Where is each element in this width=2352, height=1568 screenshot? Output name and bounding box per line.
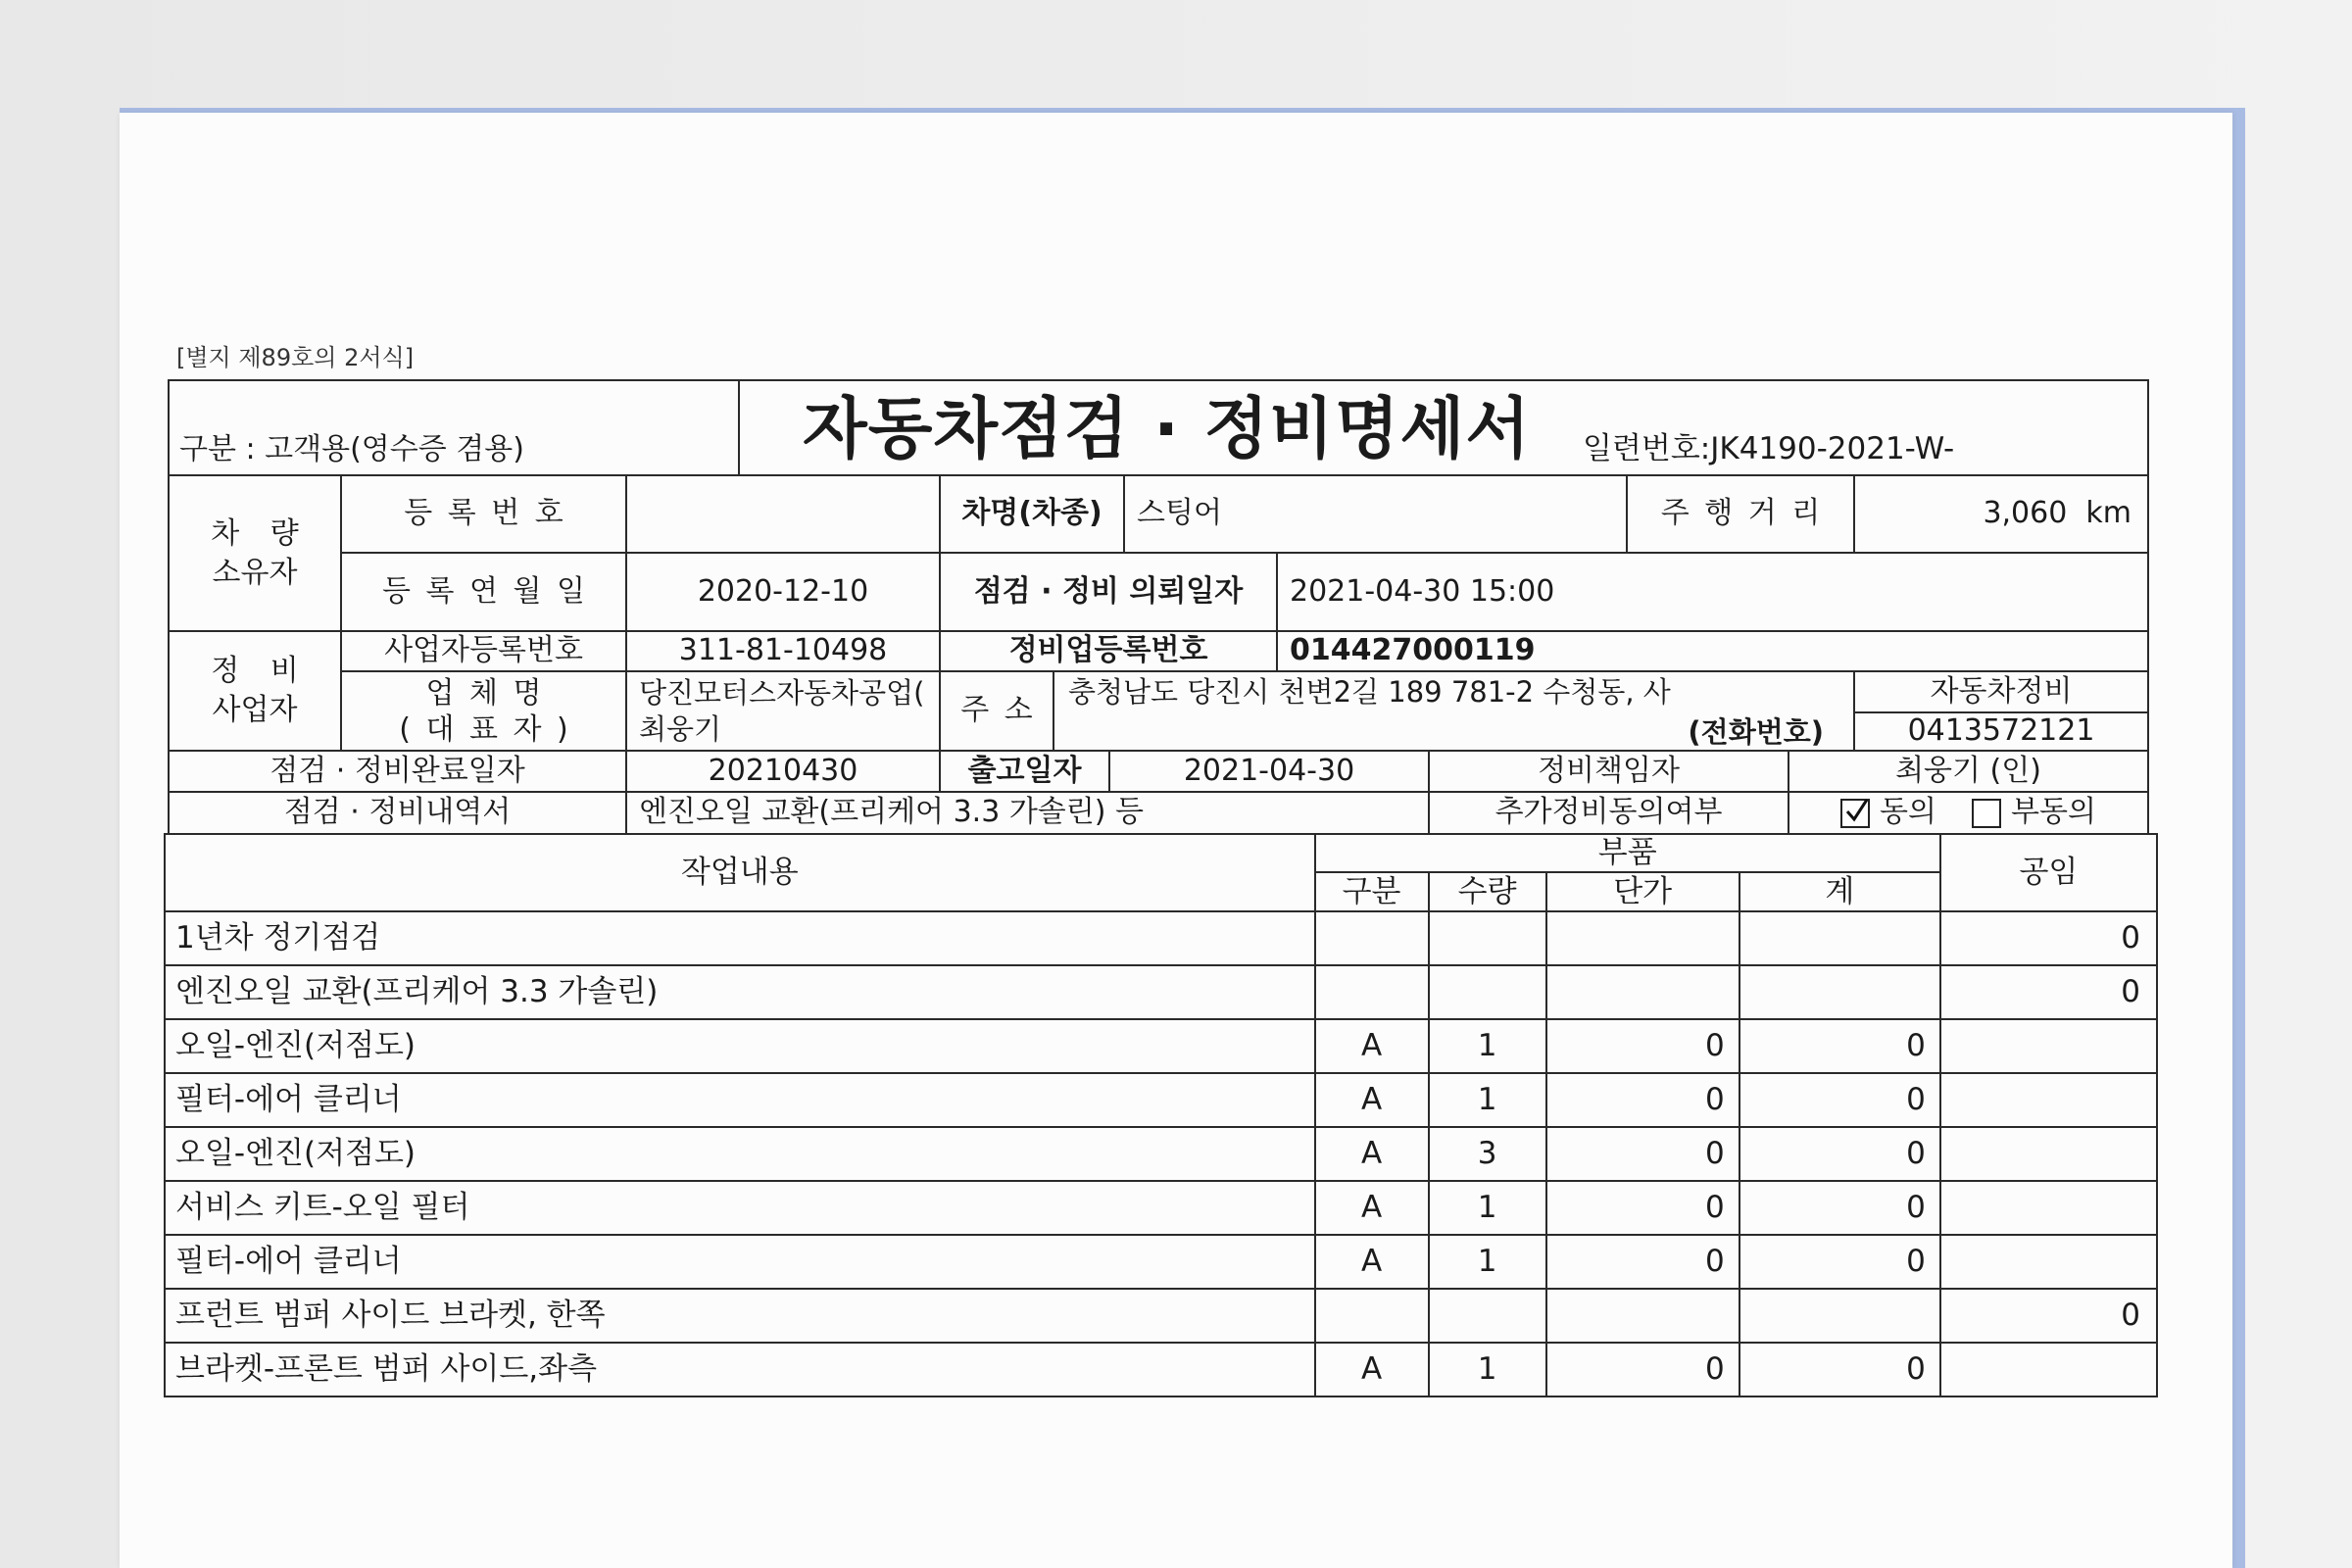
work-item: 1년차 정기점검 [165,911,1315,965]
part-unit-price: 0 [1546,1181,1740,1235]
repair-reg-no-label: 정비업등록번호 [941,632,1276,670]
work-row [165,1073,2157,1127]
part-total: 0 [1740,1181,1940,1235]
part-type: A [1315,1235,1429,1289]
part-total: 0 [1740,1343,1940,1396]
reg-no-value [627,476,939,552]
labor-header: 공임 [1940,834,2157,911]
completion-date-label: 점검 · 정비완료일자 [170,752,625,791]
part-total: 0 [1740,1073,1940,1127]
disagree-label: 부동의 [2011,795,2096,830]
work-item: 서비스 키트-오일 필터 [165,1181,1315,1235]
business-type: 자동차정비 [1855,672,2147,711]
company-label-line2: ( 대 표 자 ) [399,711,568,747]
work-row [165,1019,2157,1073]
part-qty: 1 [1429,1019,1546,1073]
model-label: 차명(차종) [941,476,1123,552]
mileage-value: 3,060 km [1855,476,2147,552]
address-cell [1054,672,1853,750]
form-code: [별지 제89호의 2서식] [176,344,415,371]
agree-label: 동의 [1880,795,1936,830]
work-item: 엔진오일 교환(프리케어 3.3 가솔린) [165,965,1315,1019]
work-row [165,1181,2157,1235]
work-rows [165,911,2157,1396]
details-value: 엔진오일 교환(프리케어 3.3 가솔린) 등 [627,793,1428,833]
inspection-summary-table [168,379,2149,835]
part-qty: 1 [1429,1235,1546,1289]
part-total [1740,965,1940,1019]
work-row [165,965,2157,1019]
part-type: A [1315,1343,1429,1396]
consent-disagree-option [1972,796,2096,830]
serial-number: 일련번호:JK4190-2021-W- [1583,431,1955,466]
part-unit-price: 0 [1546,1235,1740,1289]
work-row [165,1289,2157,1343]
part-unit-price: 0 [1546,1019,1740,1073]
labor-cost [1940,1235,2157,1289]
consent-options [1789,793,2147,833]
address-label: 주 소 [941,672,1053,750]
labor-cost [1940,1073,2157,1127]
part-type: A [1315,1073,1429,1127]
part-qty [1429,965,1546,1019]
company-value [627,672,939,750]
model-value: 스팅어 [1125,476,1626,552]
request-date-value: 2021-04-30 15:00 [1278,554,2147,630]
category-text: 구분 : 고객용(영수증 겸용) [179,431,524,466]
completion-date-value: 20210430 [627,752,939,791]
work-item: 오일-엔진(저점도) [165,1127,1315,1181]
work-row [165,1235,2157,1289]
representative-name: 최웅기 [639,711,722,746]
document-title: 자동차점검 · 정비명세서 [803,391,1532,468]
work-header: 작업내용 [165,834,1315,911]
part-qty: 1 [1429,1181,1546,1235]
biz-reg-no-label: 사업자등록번호 [342,632,625,670]
part-type [1315,911,1429,965]
work-item: 브라켓-프론트 범퍼 사이드,좌측 [165,1343,1315,1396]
request-date-label: 점검 · 정비 의뢰일자 [941,554,1276,630]
work-item: 프런트 범퍼 사이드 브라켓, 한쪽 [165,1289,1315,1343]
work-item: 오일-엔진(저점도) [165,1019,1315,1073]
biz-reg-no-value: 311-81-10498 [627,632,939,670]
title-cell [740,381,2147,474]
repair-reg-no-value: 014427000119 [1278,632,2147,670]
agree-checkbox [1840,799,1870,828]
labor-cost: 0 [1940,911,2157,965]
part-total: 0 [1740,1235,1940,1289]
labor-cost [1940,1343,2157,1396]
release-date-value: 2021-04-30 [1110,752,1428,791]
owner-section-line1: 차 량 [211,515,299,551]
labor-cost [1940,1127,2157,1181]
labor-cost [1940,1019,2157,1073]
address-value: 충청남도 당진시 천변2길 189 781-2 수청동, 사 [1068,675,1671,709]
work-item: 필터-에어 클리너 [165,1235,1315,1289]
part-unit-price: 0 [1546,1127,1740,1181]
parts-header: 부품 [1315,834,1940,872]
category-cell [170,381,738,474]
part-unit-price [1546,1289,1740,1343]
company-label-line1: 업 체 명 [425,675,542,710]
part-type-header: 구분 [1315,872,1429,911]
table-header-row [165,834,2157,872]
part-qty-header: 수량 [1429,872,1546,911]
part-qty [1429,911,1546,965]
part-type: A [1315,1127,1429,1181]
manager-label: 정비책임자 [1430,752,1788,791]
disagree-checkbox [1972,799,2001,828]
part-unit-price: 0 [1546,1073,1740,1127]
part-type: A [1315,1181,1429,1235]
company-label [342,672,625,750]
part-total: 0 [1740,1019,1940,1073]
reg-date-value: 2020-12-10 [627,554,939,630]
manager-value: 최웅기 (인) [1789,752,2147,791]
part-unit-price [1546,965,1740,1019]
mileage-label: 주 행 거 리 [1628,476,1853,552]
work-row [165,1127,2157,1181]
part-total-header: 계 [1740,872,1940,911]
part-unit-price-header: 단가 [1546,872,1740,911]
owner-section-label [170,476,340,630]
phone-value: 0413572121 [1855,713,2147,750]
part-type [1315,965,1429,1019]
part-total [1740,1289,1940,1343]
part-total: 0 [1740,1127,1940,1181]
reg-date-label: 등 록 연 월 일 [342,554,625,630]
details-label: 점검 · 정비내역서 [170,793,625,833]
business-section-label [170,632,340,750]
reg-no-label: 등 록 번 호 [342,476,625,552]
part-qty [1429,1289,1546,1343]
phone-label: (전화번호) [1688,715,1824,749]
business-section-line2: 사업자 [212,693,298,727]
release-date-label: 출고일자 [941,752,1108,791]
part-unit-price: 0 [1546,1343,1740,1396]
part-qty: 1 [1429,1073,1546,1127]
work-item: 필터-에어 클리너 [165,1073,1315,1127]
labor-cost: 0 [1940,965,2157,1019]
work-row [165,1343,2157,1396]
labor-cost: 0 [1940,1289,2157,1343]
owner-section-line2: 소유자 [212,555,298,590]
consent-agree-option [1840,796,1936,830]
part-total [1740,911,1940,965]
part-type [1315,1289,1429,1343]
check-mark-icon [1843,798,1869,825]
part-qty: 1 [1429,1343,1546,1396]
company-name: 당진모터스자동차공업( [639,675,925,710]
part-unit-price [1546,911,1740,965]
consent-label: 추가정비동의여부 [1430,793,1788,833]
labor-cost [1940,1181,2157,1235]
part-type: A [1315,1019,1429,1073]
part-qty: 3 [1429,1127,1546,1181]
work-details-table [164,833,2158,1397]
business-section-line1: 정 비 [211,654,299,688]
work-row [165,911,2157,965]
